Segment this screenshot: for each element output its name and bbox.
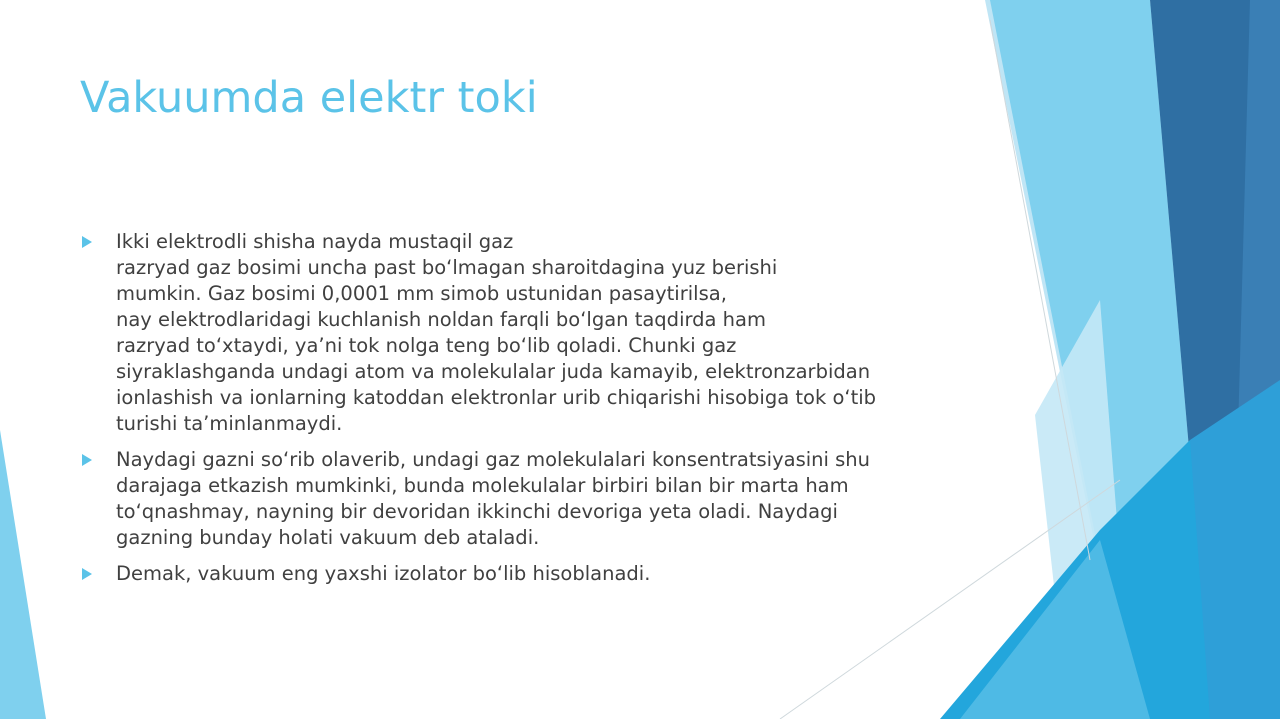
text-line: razryad to‘xtaydi, ya’ni tok nolga teng bo‘lib qoladi. Chunki gaz <box>116 334 737 357</box>
triangle-bullet-icon <box>82 236 92 248</box>
left-facet <box>0 430 46 719</box>
text-line: ionlashish va ionlarning katoddan elektronlar urib chiqarishi hisobiga tok o‘tib <box>116 386 877 409</box>
text-line: siyraklashganda undagi atom va molekulalar juda kamayib, elektronzarbidan <box>116 360 871 383</box>
bullet-item <box>80 229 980 437</box>
triangle-bullet-icon <box>82 454 92 466</box>
slide-title: Vakuumda elektr toki <box>80 73 538 123</box>
text-line: razryad gaz bosimi uncha past bo‘lmagan sharoitdagina yuz berishi <box>116 256 778 279</box>
text-line: mumkin. Gaz bosimi 0,0001 mm simob ustunidan pasaytirilsa, <box>116 282 727 305</box>
text-line: to‘qnashmay, nayning bir devoridan ikkinchi devoriga yeta oladi. Naydagi <box>116 500 838 523</box>
text-line: gazning bunday holati vakuum deb ataladi. <box>116 526 540 549</box>
text-line: darajaga etkazish mumkinki, bunda molekulalar birbiri bilan bir marta ham <box>116 474 849 497</box>
bullet-item <box>80 447 980 551</box>
triangle-bullet-icon <box>82 568 92 580</box>
bullet-text <box>116 561 980 587</box>
bullet-list <box>80 229 980 597</box>
bullet-text <box>116 229 980 437</box>
text-line: Ikki elektrodli shisha nayda mustaqil gaz <box>116 230 514 253</box>
text-line: Demak, vakuum eng yaxshi izolator bo‘lib hisoblanadi. <box>116 562 651 585</box>
bullet-item <box>80 561 980 587</box>
text-line: Naydagi gazni so‘rib olaverib, undagi gaz molekulalari konsentratsiyasini shu <box>116 448 870 471</box>
bullet-text <box>116 447 980 551</box>
text-line: nay elektrodlaridagi kuchlanish noldan farqli bo‘lgan taqdirda ham <box>116 308 766 331</box>
text-line: turishi ta’minlanmaydi. <box>116 412 343 435</box>
